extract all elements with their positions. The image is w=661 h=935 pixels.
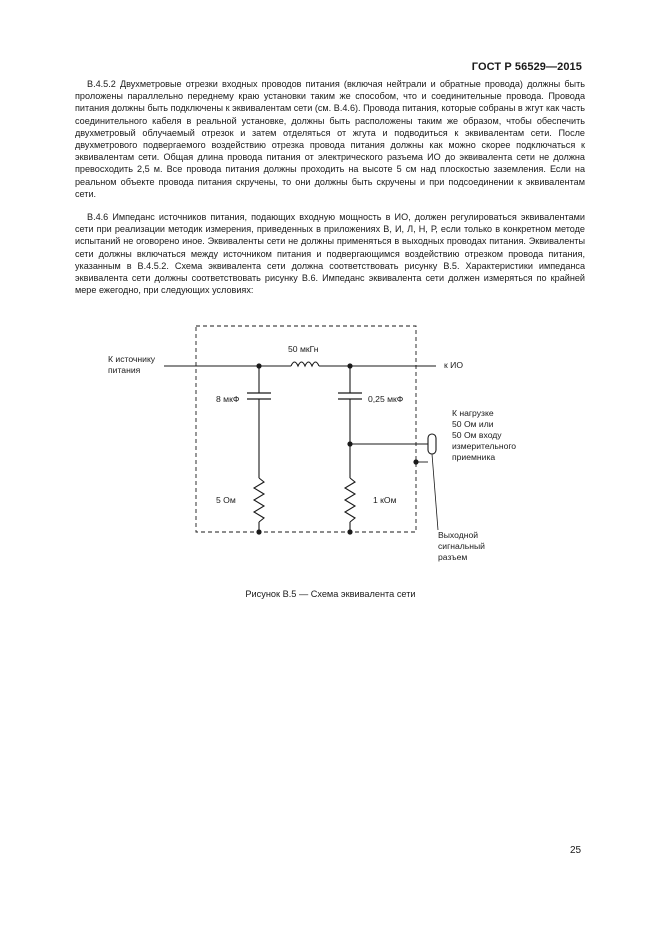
junction-node [347, 363, 352, 368]
label-res-1kohm: 1 кОм [373, 495, 397, 505]
label-cap-025uf: 0,25 мкФ [368, 394, 404, 404]
paragraph-b46: В.4.6 Импеданс источников питания, подающих входную мощность в ИО, должен регулироваться эквивалентами сети при реализации методик измерения, приведенных в приложениях В, И, Л, Н, Р, если только в конкретном методе испытаний не оговорено иное. Эквиваленты сети не должны применяться в выходных проводах питания. Эквиваленты сети должны включаться между источником питания и подвергающимся воздействию отрезком провода питания, указанным в В.4.5.2. Схема эквивалента сети должна соответствовать рисунку В.5. Характеристики импеданса эквивалента сети должны соответствовать рисунку В.6. Импеданс эквивалента сети должен измеряться по крайней мере ежегодно, при следующих условиях: [75, 212, 585, 296]
label-source-line2: питания [108, 365, 141, 375]
junction-node [347, 441, 352, 446]
junction-node [347, 529, 352, 534]
junction-node [256, 529, 261, 534]
resistor-1kohm-symbol [345, 478, 355, 522]
label-load-line1: К нагрузке [452, 408, 494, 418]
label-load-line3: 50 Ом входу [452, 430, 502, 440]
label-source-line1: К источнику [108, 354, 156, 364]
output-connector-symbol [428, 434, 436, 454]
label-load-line4: измерительного [452, 441, 517, 451]
label-connector-line1: Выходной [438, 530, 479, 540]
label-res-5ohm: 5 Ом [216, 495, 236, 505]
figure-caption: Рисунок В.5 — Схема эквивалента сети [245, 589, 416, 599]
junction-node [256, 363, 261, 368]
label-cap-8uf: 8 мкФ [216, 394, 240, 404]
label-connector-line3: разъем [438, 552, 468, 562]
resistor-5ohm-symbol [254, 478, 264, 522]
junction-node [413, 459, 418, 464]
label-connector-line2: сигнальный [438, 541, 485, 551]
paragraph-b452: В.4.5.2 Двухметровые отрезки входных проводов питания (включая нейтрали и обратные провода) должны быть проложены параллельно переднему краю установки таким же способом, что и соединительные провода. Провода питания должны быть подключены к эквивалентам сети (см. В.4.6). Провода питания, которые собраны в жгут как часть соединительного кабеля в реальной установке, должны быть расположены таким же образом, чтобы обеспечить двухметровый облучаемый отрезок и затем отделяться от жгута и подводиться к эквивалентам сети. После двухметрового подвергаемого воздействию отрезка провода питания должны как можно скорее подключаться к эквивалентам сети. Общая длина провода питания от электрического разъема ИО до эквивалента сети не должна превосходить 2,5 м. Все провода питания должны проходить на высоте 5 см над плоскостью заземления. Если на реальном объекте провода питания скручены, то они должны быть скручены и при подсоединении к эквивалентам сети. [75, 79, 585, 199]
document-header: ГОСТ Р 56529—2015 [471, 61, 582, 73]
inductor-symbol [291, 362, 319, 366]
label-inductor: 50 мкГн [288, 344, 319, 354]
label-to-eut: к ИО [444, 360, 464, 370]
label-load-line5: приемника [452, 452, 496, 462]
page-number: 25 [570, 845, 582, 856]
connector-pointer-line [432, 454, 438, 530]
label-load-line2: 50 Ом или [452, 419, 494, 429]
